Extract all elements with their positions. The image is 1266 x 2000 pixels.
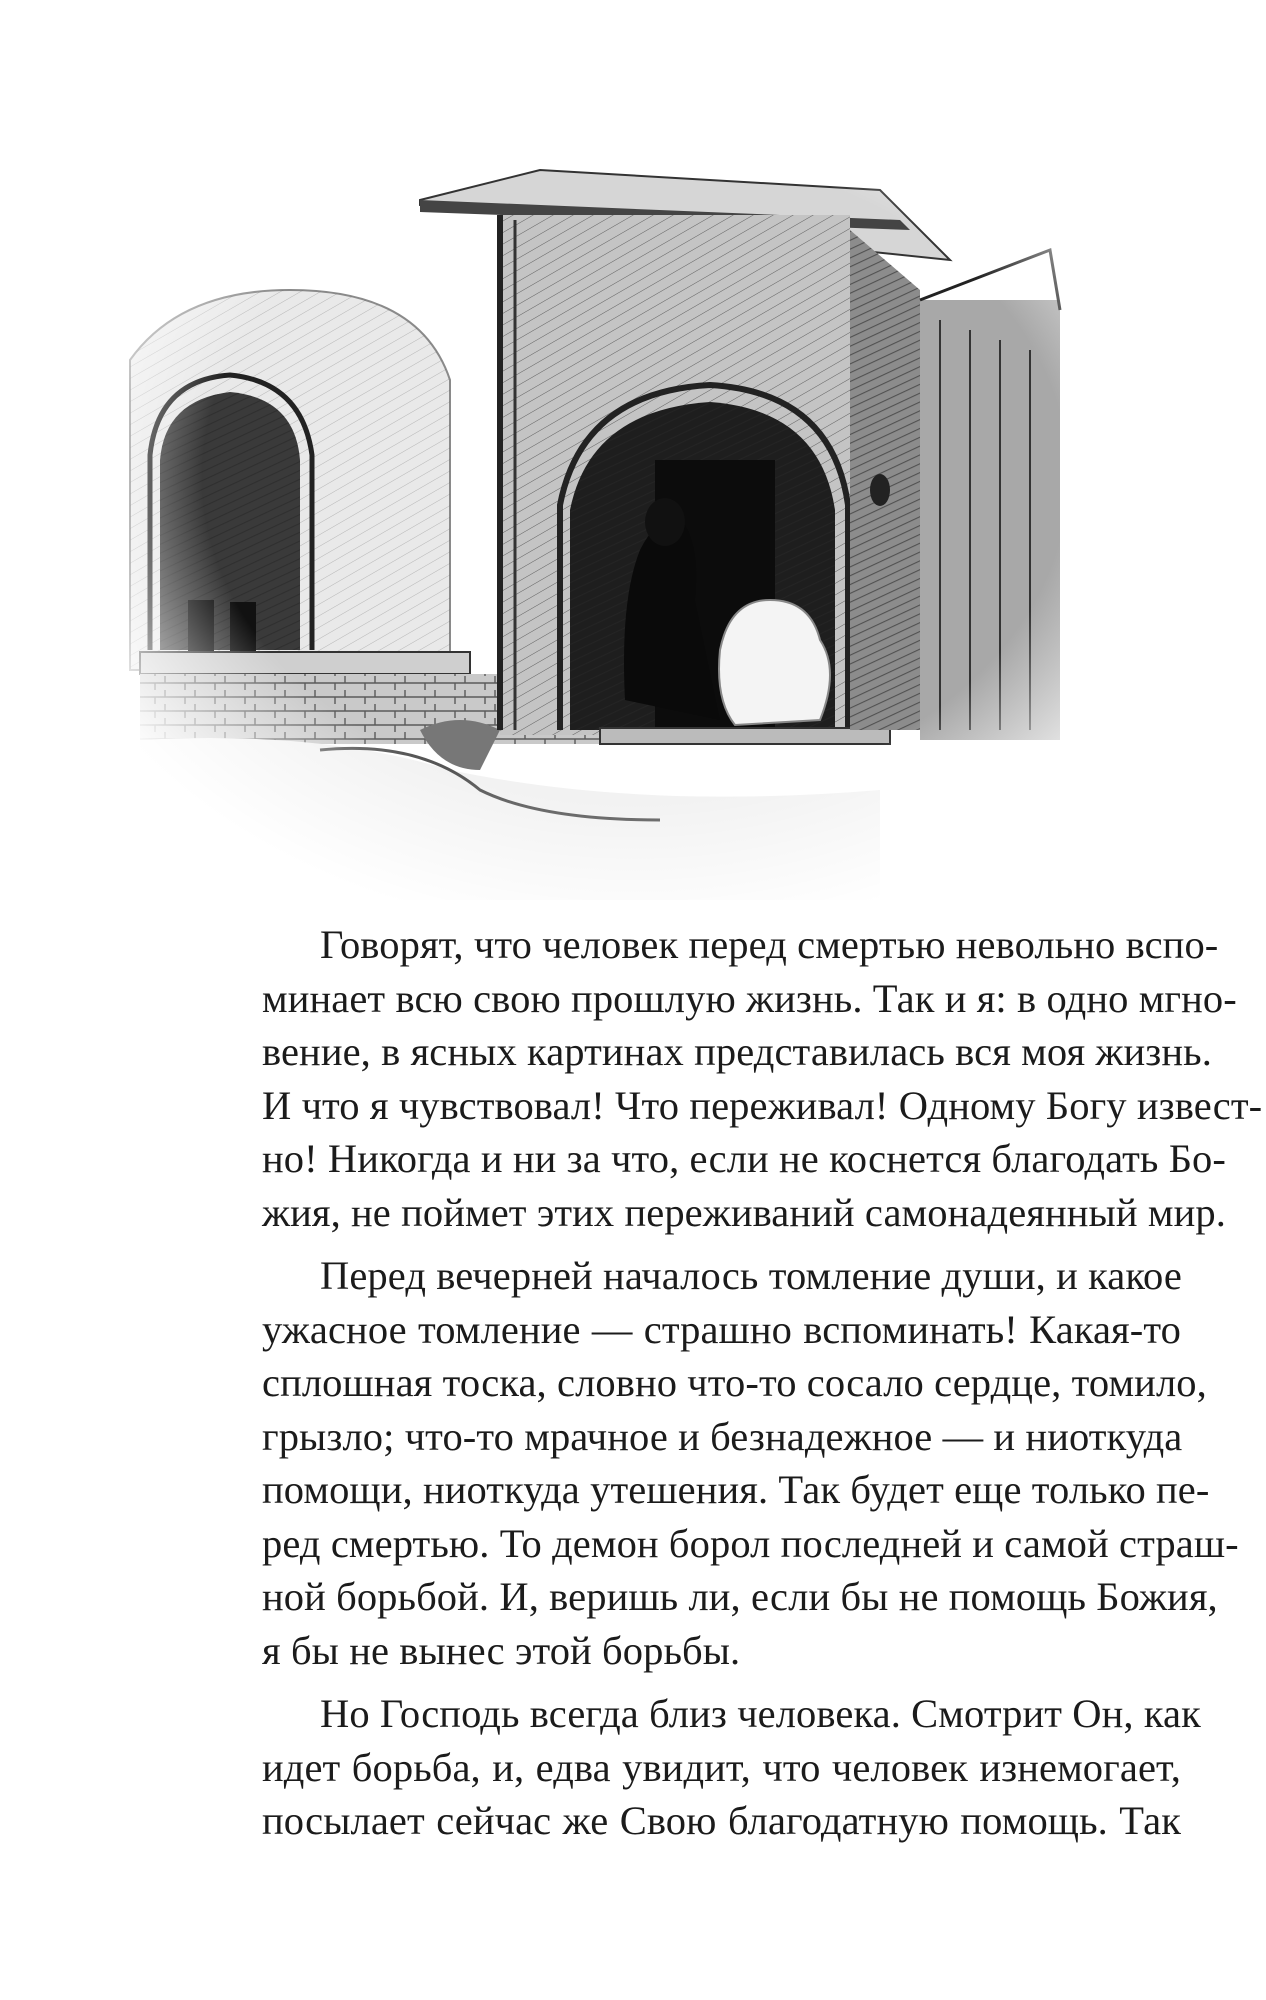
text-line: сплошная тоска, словно что-то сосало сердце, томило, bbox=[262, 1360, 1207, 1405]
text-line: идет борьба, и, едва увидит, что человек изнемогает, bbox=[262, 1744, 1181, 1790]
body-text bbox=[206, 918, 1263, 1858]
text-line: Но Господь всегда близ человека. Смотрит Он, как bbox=[320, 1691, 1201, 1736]
text-line: грызло; что-то мрачное и безнадежное — и ниоткуда bbox=[262, 1413, 1183, 1459]
text-line: жия, не поймет этих переживаний самонадеянный мир. bbox=[262, 1189, 1226, 1235]
text-line: ной борьбой. И, веришь ли, если бы не помощь Божия, bbox=[262, 1574, 1218, 1619]
text-line: помощи, ниоткуда утешения. Так будет еще только пе- bbox=[262, 1467, 1210, 1512]
paragraph bbox=[206, 918, 1263, 1239]
text-line: И что я чувствовал! Что переживал! Одному Богу извест- bbox=[262, 1082, 1263, 1128]
monastery-sketch-image bbox=[120, 130, 1150, 900]
text-line: ужасное томление — страшно вспоминать! Какая-то bbox=[262, 1306, 1181, 1352]
paragraph bbox=[206, 1249, 1239, 1677]
paragraph bbox=[206, 1687, 1201, 1848]
text-line: посылает сейчас же Свою благодатную помощь. Так bbox=[262, 1798, 1181, 1843]
text-line: но! Никогда и ни за что, если не коснется благодать Бо- bbox=[262, 1136, 1226, 1181]
text-line: вение, в ясных картинах представилась вся моя жизнь. bbox=[262, 1029, 1212, 1074]
text-line: ред смертью. То демон борол последней и самой страш- bbox=[262, 1520, 1239, 1566]
text-line: Перед вечерней началось томление души, и какое bbox=[320, 1253, 1182, 1298]
text-line: минает всю свою прошлую жизнь. Так и я: в одно мгно- bbox=[262, 975, 1237, 1021]
text-line: я бы не вынес этой борьбы. bbox=[262, 1627, 741, 1673]
text-line: Говорят, что человек перед смертью невольно вспо- bbox=[320, 922, 1219, 967]
